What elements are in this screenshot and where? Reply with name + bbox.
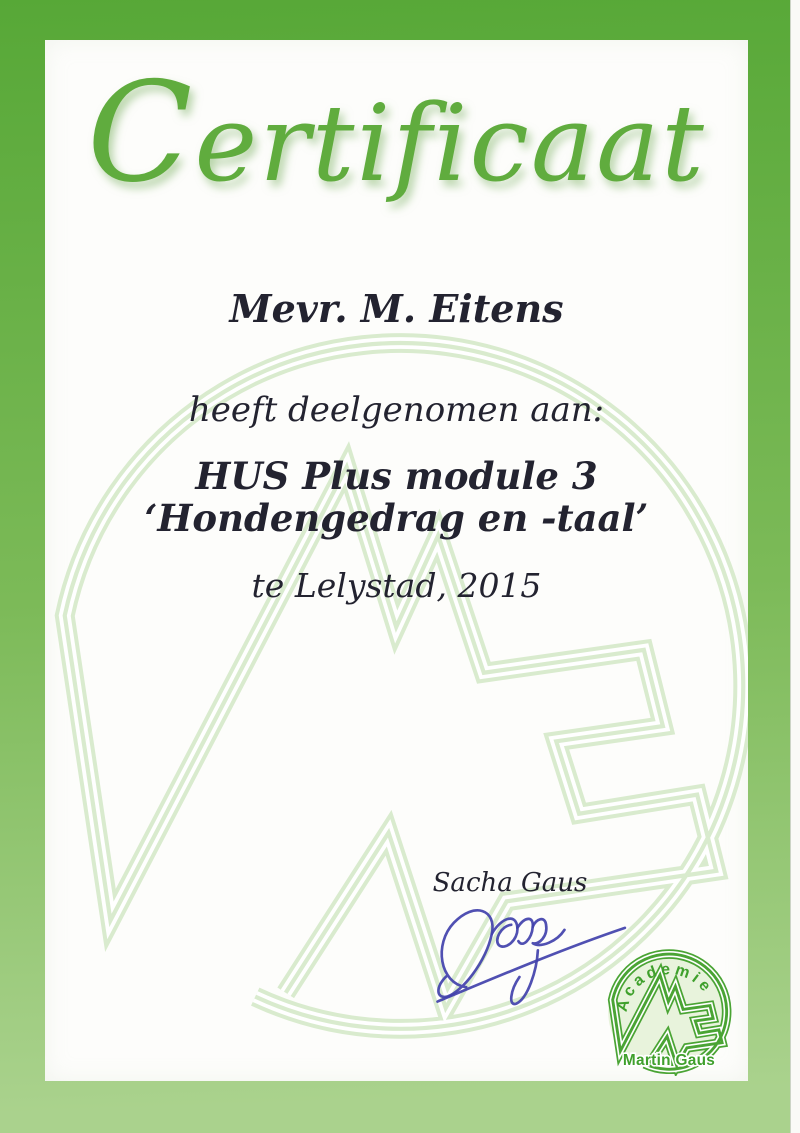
course-title-line2: ‘Hondengedrag en -taal’	[144, 496, 649, 540]
certificate-title: Certificaat	[87, 53, 706, 213]
signer-name: Sacha Gaus	[432, 868, 588, 898]
martin-gaus-label: Martin Gaus	[622, 1052, 716, 1070]
scan-edge-strip	[790, 0, 800, 1133]
academie-arc-label: Academie	[613, 961, 717, 1014]
recipient-name: Mevr. M. Eitens	[229, 286, 564, 331]
certificate-paper	[45, 40, 748, 1081]
course-title-line1: HUS Plus module 3	[195, 454, 598, 498]
signature-icon	[415, 886, 630, 1026]
location-date: te Lelystad, 2015	[251, 566, 542, 605]
academie-martin-gaus-badge	[605, 948, 733, 1076]
participation-text: heeft deelgenomen aan:	[188, 390, 605, 430]
